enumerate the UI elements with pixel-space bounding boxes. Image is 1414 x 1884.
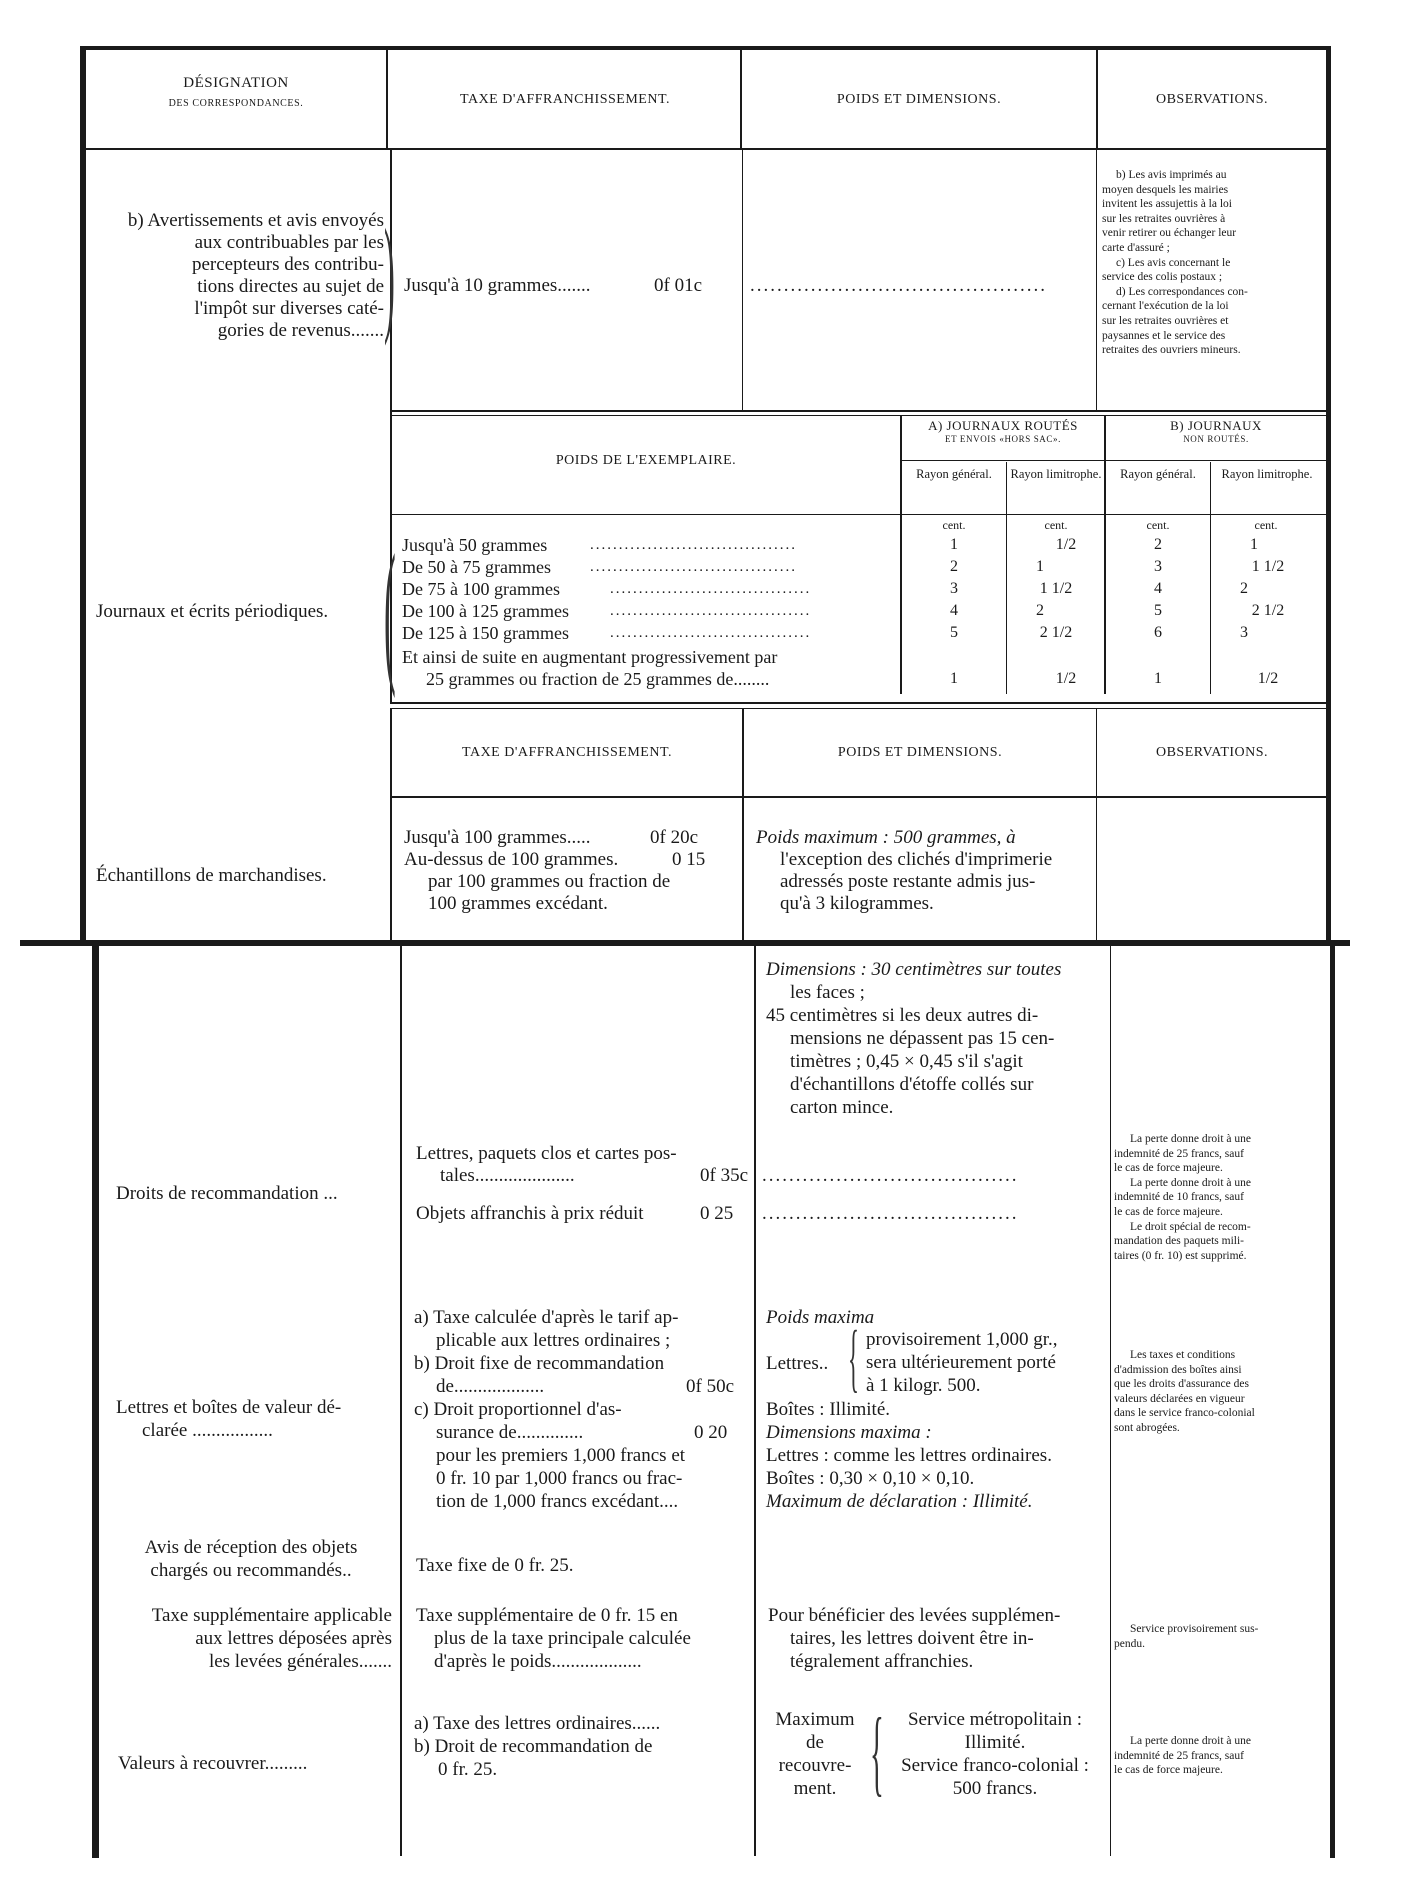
avertissements-observations: b) Les avis imprimés au moyen desquels les mairies invitent les assujettis à la loi sur les retraites ouvrières à venir retirer ou échanger leur carte d'assuré ; c) Les avis concernant le service des colis postaux ; d) Les correspondances con- cernant l'exécution de la loi sur les retraites ouvrières et paysannes et le service des retraites des ouvriers mineurs. xyxy=(1102,169,1248,357)
recommandation-label: Droits de recommandation ... xyxy=(116,1183,338,1204)
brace: { xyxy=(848,1316,859,1400)
page-divider xyxy=(20,940,1350,946)
journaux-row-label: Jusqu'à 50 grammes xyxy=(402,535,548,555)
echantillons-taxe-value: 0 15 xyxy=(672,849,706,870)
valeur-declaree-taxe-value: 0f 50c xyxy=(686,1376,735,1397)
recommandation-taxe-line: Lettres, paquets clos et cartes pos- xyxy=(416,1143,677,1164)
valeur-declaree-poids-lettres: Lettres.. xyxy=(766,1353,829,1374)
recommandation-taxe-value: 0 25 xyxy=(700,1203,734,1224)
cell-b-limitrophe: 2 xyxy=(1240,580,1248,597)
echantillons-label: Échantillons de marchandises. xyxy=(96,865,327,886)
avertissements-taxe: Jusqu'à 10 grammes....... xyxy=(404,275,591,296)
cell-a-limitrophe: 2 xyxy=(1036,602,1044,619)
valeurs-recouvrer-observations: La perte donne droit à une indemnité de 25 francs, sauf le cas de force majeure. xyxy=(1114,1735,1252,1777)
dimensions-block: Dimensions : 30 centimètres sur toutes les faces ; 45 centimètres si les deux autres di- mensions ne dépassent pas 15 cen- timètres ; 0,45 × 0,45 s'il s'agit d'échantillons d'étoffe collés sur carton mince. xyxy=(766,959,1062,1118)
echantillons-taxe-line: Jusqu'à 100 grammes..... xyxy=(404,827,591,848)
cell-b-general: 6 xyxy=(1154,624,1162,641)
recommandation-observations: La perte donne droit à une indemnité de 25 francs, sauf le cas de force majeure. La perte donne droit à une indemnité de 10 francs, sauf le cas de force majeure. Le droit spécial de recom- mandation des paquets mili- taires (0 fr. 10) est supprimé. xyxy=(1114,1133,1252,1262)
cell-a-limitrophe: 2 1/2 xyxy=(1039,624,1073,641)
dot-leader: ............................................ xyxy=(750,275,1047,296)
cell-b-limitrophe: 2 1/2 xyxy=(1251,602,1285,619)
valeurs-recouvrer-poids-left: Maximum de recouvre- ment. xyxy=(775,1709,855,1799)
echantillons-taxe-line: 100 grammes excédant. xyxy=(428,893,608,914)
valeur-declaree-poids-rest: Boîtes : Illimité. Dimensions maxima : Lettres : comme les lettres ordinaires. Boîtes : 0,30 × 0,10 × 0,10. Maximum de déclaration : Illimité. xyxy=(766,1399,1052,1512)
valeurs-recouvrer-taxe: a) Taxe des lettres ordinaires...... b) Droit de recommandation de 0 fr. 25. xyxy=(414,1713,661,1780)
unit-a-general: cent. xyxy=(942,518,966,532)
cell-b-general: 5 xyxy=(1154,602,1162,619)
unit-b-limitrophe: cent. xyxy=(1254,518,1278,532)
sub-header-a-limitrophe: Rayon limitrophe. xyxy=(1010,467,1102,481)
echantillons-taxe-line: Au-dessus de 100 grammes. xyxy=(404,849,619,870)
echantillons-taxe-value: 0f 20c xyxy=(650,827,699,848)
header-poids: POIDS ET DIMENSIONS. xyxy=(836,92,1002,107)
cell-a-general: 3 xyxy=(950,580,958,597)
header-taxe: TAXE D'AFFRANCHISSEMENT. xyxy=(460,92,670,107)
header-poids-exemplaire: POIDS DE L'EXEMPLAIRE. xyxy=(555,453,737,468)
brace: ) xyxy=(384,203,395,347)
echantillons-poids-line: adressés poste restante admis jus- xyxy=(780,871,1036,892)
taxe-supp-taxe: Taxe supplémentaire de 0 fr. 15 en plus de la taxe principale calculée d'après le poids................... xyxy=(416,1605,691,1672)
journaux-suite-line1: Et ainsi de suite en augmentant progressivement par xyxy=(402,647,778,667)
valeur-declaree-taxe-value: 0 20 xyxy=(694,1422,728,1443)
cell-b-limitrophe: 1 xyxy=(1250,536,1258,553)
recommandation-taxe-value: 0f 35c xyxy=(700,1165,749,1186)
cell-a-general: 4 xyxy=(950,602,958,619)
cell-a-general: 1 xyxy=(950,670,958,687)
header-taxe: TAXE D'AFFRANCHISSEMENT. xyxy=(462,745,672,760)
echantillons-poids-line: qu'à 3 kilogrammes. xyxy=(780,893,934,914)
avis-reception-label: Avis de réception des objets chargés ou recommandés.. xyxy=(144,1537,358,1581)
left-border-top xyxy=(80,46,86,942)
header-observations: OBSERVATIONS. xyxy=(1155,92,1269,107)
valeur-declaree-poids-detail: provisoirement 1,000 gr., sera ultérieurement porté à 1 kilogr. 500. xyxy=(866,1329,1058,1396)
cell-a-general: 5 xyxy=(950,624,958,641)
header-journaux-non-routes: B) JOURNAUX NON ROUTÉS. xyxy=(1170,418,1262,444)
right-border-top xyxy=(1326,46,1331,942)
right-border-bottom xyxy=(1330,946,1335,1858)
journaux-suite-line2: 25 grammes ou fraction de 25 grammes de........ xyxy=(426,669,770,689)
cell-b-limitrophe: 3 xyxy=(1240,624,1248,641)
valeur-declaree-label: Lettres et boîtes de valeur dé- clarée ................. xyxy=(116,1397,342,1441)
dot-leader: ...................................... xyxy=(762,1203,1019,1224)
left-border-bottom xyxy=(92,946,99,1858)
cell-b-general: 1 xyxy=(1154,670,1162,687)
journaux-row-label: De 125 à 150 grammes xyxy=(402,623,569,643)
cell-b-limitrophe: 1 1/2 xyxy=(1251,558,1285,575)
cell-a-limitrophe: 1 1/2 xyxy=(1039,580,1073,597)
cell-a-limitrophe: 1 xyxy=(1036,558,1044,575)
echantillons-taxe-line: par 100 grammes ou fraction de xyxy=(428,871,671,892)
recommandation-taxe-line: tales..................... xyxy=(440,1165,575,1186)
cell-b-limitrophe: 1/2 xyxy=(1257,670,1279,687)
header-journaux-routes: A) JOURNAUX ROUTÉS ET ENVOIS «HORS SAC». xyxy=(928,418,1078,444)
taxe-supp-label: Taxe supplémentaire applicable aux lettres déposées après les levées générales....... xyxy=(151,1605,392,1672)
cell-a-general: 1 xyxy=(950,536,958,553)
unit-b-general: cent. xyxy=(1146,518,1170,532)
journaux-label: Journaux et écrits périodiques. xyxy=(96,601,329,622)
echantillons-poids-line: Poids maximum : 500 grammes, à xyxy=(756,827,1016,848)
journaux-row-label: De 75 à 100 grammes xyxy=(402,579,560,599)
header-rule xyxy=(86,148,1328,150)
valeur-declaree-taxe: a) Taxe calculée d'après le tarif ap- plicable aux lettres ordinaires ; b) Droit fixe de recommandation de................... c) Droit proportionnel d'as- surance de.............. pour les premiers 1,000 francs et 0 fr. 10 par 1,000 francs ou frac- tion de 1,000 francs excédant.... xyxy=(414,1307,686,1512)
journaux-row-label: De 100 à 125 grammes xyxy=(402,601,569,621)
avis-reception-taxe: Taxe fixe de 0 fr. 25. xyxy=(416,1555,574,1576)
sub-header-b-general: Rayon général. xyxy=(1120,467,1196,481)
unit-a-limitrophe: cent. xyxy=(1044,518,1068,532)
cell-a-limitrophe: 1/2 xyxy=(1055,670,1077,687)
valeur-declaree-poids-head: Poids maxima xyxy=(766,1307,875,1328)
valeurs-recouvrer-label: Valeurs à recouvrer......... xyxy=(118,1753,308,1774)
cell-a-limitrophe: 1/2 xyxy=(1055,536,1077,553)
brace: ( xyxy=(384,521,396,699)
avertissements-label: b) Avertissements et avis envoyés aux contribuables par les percepteurs des contribu- tions directes au sujet de l'impôt sur diverses caté- gories de revenus....... xyxy=(127,210,384,341)
sub-header-b-limitrophe: Rayon limitrophe. xyxy=(1221,467,1313,481)
brace: { xyxy=(870,1698,884,1805)
taxe-supp-poids: Pour bénéficier des levées supplémen- taires, les lettres doivent être in- tégralement affranchies. xyxy=(768,1605,1061,1672)
dot-leader: ...................................... xyxy=(762,1165,1019,1186)
valeurs-recouvrer-poids-right: Service métropolitain : Illimité. Service franco-colonial : 500 francs. xyxy=(901,1709,1089,1799)
journaux-row-label: De 50 à 75 grammes xyxy=(402,557,551,577)
cell-a-general: 2 xyxy=(950,558,958,575)
top-border xyxy=(82,46,1330,50)
avertissements-taxe-value: 0f 01c xyxy=(654,275,703,296)
cell-b-general: 2 xyxy=(1154,536,1162,553)
sub-header-a-general: Rayon général. xyxy=(916,467,992,481)
header-poids: POIDS ET DIMENSIONS. xyxy=(837,745,1003,760)
cell-b-general: 4 xyxy=(1154,580,1162,597)
header-observations: OBSERVATIONS. xyxy=(1155,745,1269,760)
header-designation: DÉSIGNATION DES CORRESPONDANCES. xyxy=(168,75,304,109)
taxe-supp-observations: Service provisoirement sus- pendu. xyxy=(1114,1623,1259,1650)
valeur-declaree-observations: Les taxes et conditions d'admission des boîtes ainsi que les droits d'assurance des valeurs déclarées en vigueur dans le service franco-colonial sont abrogées. xyxy=(1114,1349,1255,1434)
echantillons-poids-line: l'exception des clichés d'imprimerie xyxy=(780,849,1053,870)
recommandation-taxe-line: Objets affranchis à prix réduit xyxy=(416,1203,644,1224)
cell-b-general: 3 xyxy=(1154,558,1162,575)
